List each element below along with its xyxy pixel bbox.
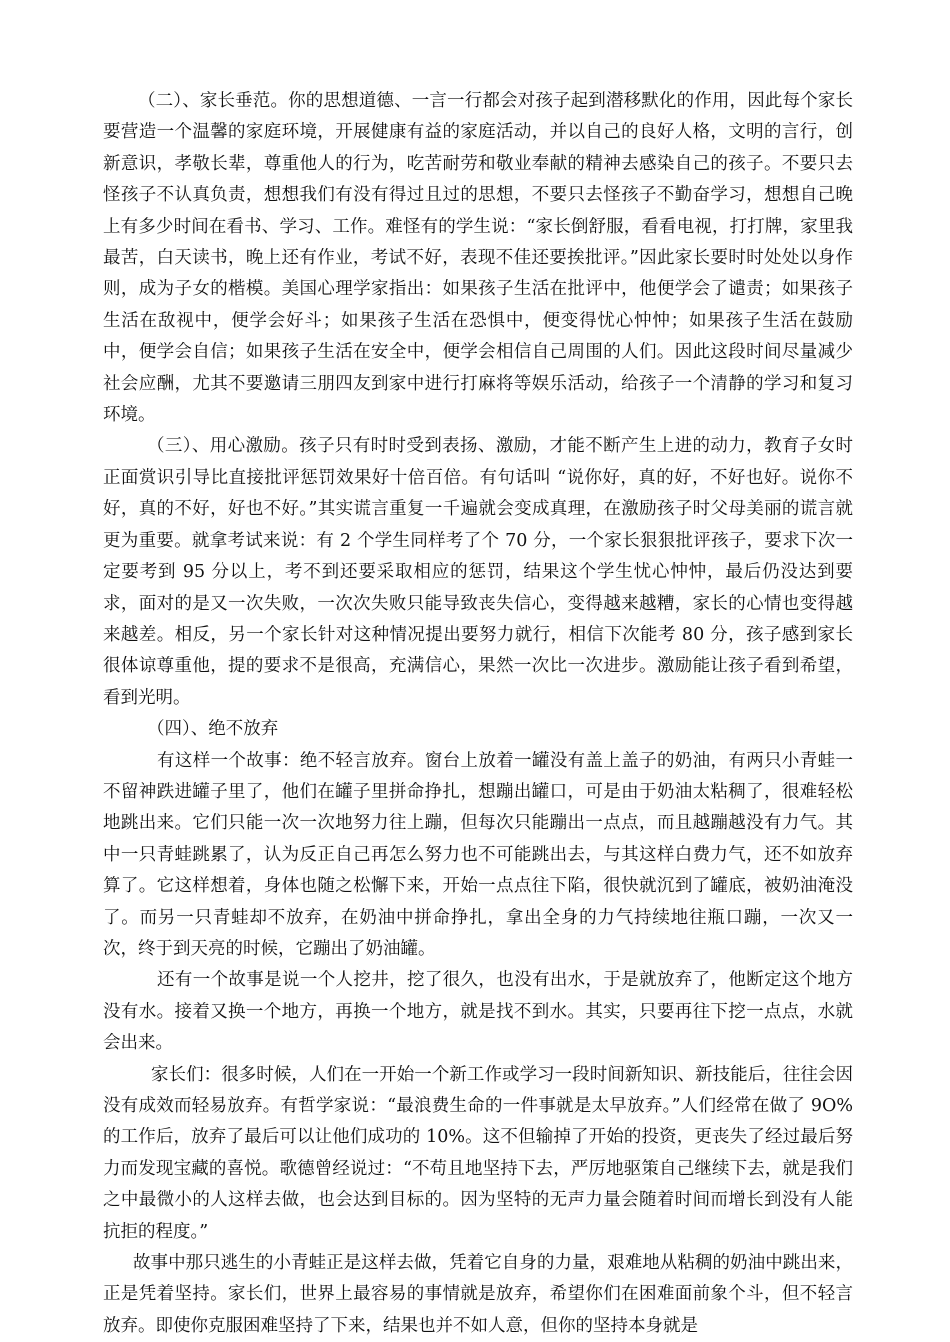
paragraph-frog-story: 有这样一个故事：绝不轻言放弃。窗台上放着一罐没有盖上盖子的奶油，有两只小青蛙一不留神跌进罐子里了，他们在罐子里拼命挣扎，想蹦出罐口，可是由于奶油太粘稠了，很难轻松地跳出来。它们只能一次一次地努力往上蹦，但每次只能蹦出一点点，而且越蹦越没有力气。其中一只青蛙跳累了，认为反正自己再怎么努力也不可能跳出去，与其这样白费力气，还不如放弃算了。它这样想着，身体也随之松懈下来，开始一点点往下陷，很快就沉到了罐底，被奶油淹没了。而另一只青蛙却不放弃，在奶油中拼命挣扎，拿出全身的力气持续地往瓶口蹦，一次又一次，终于到天亮的时候，它蹦出了奶油罐。: [103, 750, 853, 959]
paragraph-parent-example: （二）、家长垂范。你的思想道德、一言一行都会对孩子起到潜移默化的作用，因此每个家长要营造一个温馨的家庭环境，开展健康有益的家庭活动，并以自己的良好人格，文明的言行，创新意识，孝敬长辈，尊重他人的行为，吃苦耐劳和敬业奉献的精神去感染自己的孩子。不要只去怪孩子不认真负责，想想我们有没有得过且过的思想，不要只去怪孩子不勤奋学习，想想自己晚上有多少时间在看书、学习、工作。难怪有的学生说：“家长倒舒服，看看电视，打打牌，家里我最苦，白天读书，晚上还有作业，考试不好，表现不佳还要挨批评。”因此家长要时时处处以身作则，成为子女的楷模。美国心理学家指出：如果孩子生活在批评中，他便学会了谴责；如果孩子生活在敌视中，便学会好斗；如果孩子生活在恐惧中，便变得忧心忡忡；如果孩子生活在鼓励中，便学会自信；如果孩子生活在安全中，便学会相信自己周围的人们。因此这段时间尽量减少社会应酬，尤其不要邀请三朋四友到家中进行打麻将等娱乐活动，给孩子一个清静的学习和复习环境。: [103, 91, 853, 426]
section-heading-never-give-up: （四）、绝不放弃: [147, 719, 279, 740]
paragraph-parents-advice: 家长们：很多时候，人们在一开始一个新工作或学习一段时间新知识、新技能后，往往会因没有成效而轻易放弃。有哲学家说：“最浪费生命的一件事就是太早放弃。”人们经常在做了 9O%的工作后，放弃了最后可以让他们成功的 10%。这不但输掉了开始的投资，更丧失了经过最后努力而发现宝藏的喜悦。歌德曾经说过：“不苟且地坚持下去，严厉地驱策自己继续下去，就是我们之中最微小的人这样去做，也会达到目标的。因为坚特的无声力量会随着时间而增长到没有人能抗拒的程度。”: [103, 1064, 853, 1242]
paragraph-conclusion: 故事中那只逃生的小青蛙正是这样去做，凭着它自身的力量，艰难地从粘稠的奶油中跳出来，正是凭着坚持。家长们，世界上最容易的事情就是放弃，希望你们在困难面前象个斗，但不轻言放弃。即使你克服困难坚持了下来，结果也并不如人意，但你的坚持本身就是: [103, 1253, 853, 1336]
paragraph-encouragement: （三）、用心激励。孩子只有时时受到表扬、激励，才能不断产生上进的动力，教育子女时正面赏识引导比直接批评惩罚效果好十倍百倍。有句话叫 “说你好，真的好，不好也好。说你不好，真的不好，好也不好。”其实谎言重复一千遍就会变成真理，在激励孩子时父母美丽的谎言就更为重要。就拿考试来说：有 2 个学生同样考了个 70 分，一个家长狠狠批评孩子，要求下次一定要考到 95 分以上，考不到还要采取相应的惩罚，结果这个学生忧心忡忡，最后仍没达到要求，面对的是又一次失败，一次次失败只能导致丧失信心，变得越来越糟，家长的心情也变得越来越差。相反，另一个家长针对这种情况提出要努力就行，相信下次能考 80 分，孩子感到家长很体谅尊重他，提的要求不是很高，充满信心，果然一次比一次进步。激励能让孩子看到希望，看到光明。: [103, 436, 853, 708]
paragraph-well-story: 还有一个故事是说一个人挖井，挖了很久，也没有出水，于是就放弃了，他断定这个地方没有水。接着又换一个地方，再换一个地方，就是找不到水。其实，只要再往下挖一点点，水就会出来。: [103, 970, 853, 1054]
document-page: [103, 86, 853, 1342]
